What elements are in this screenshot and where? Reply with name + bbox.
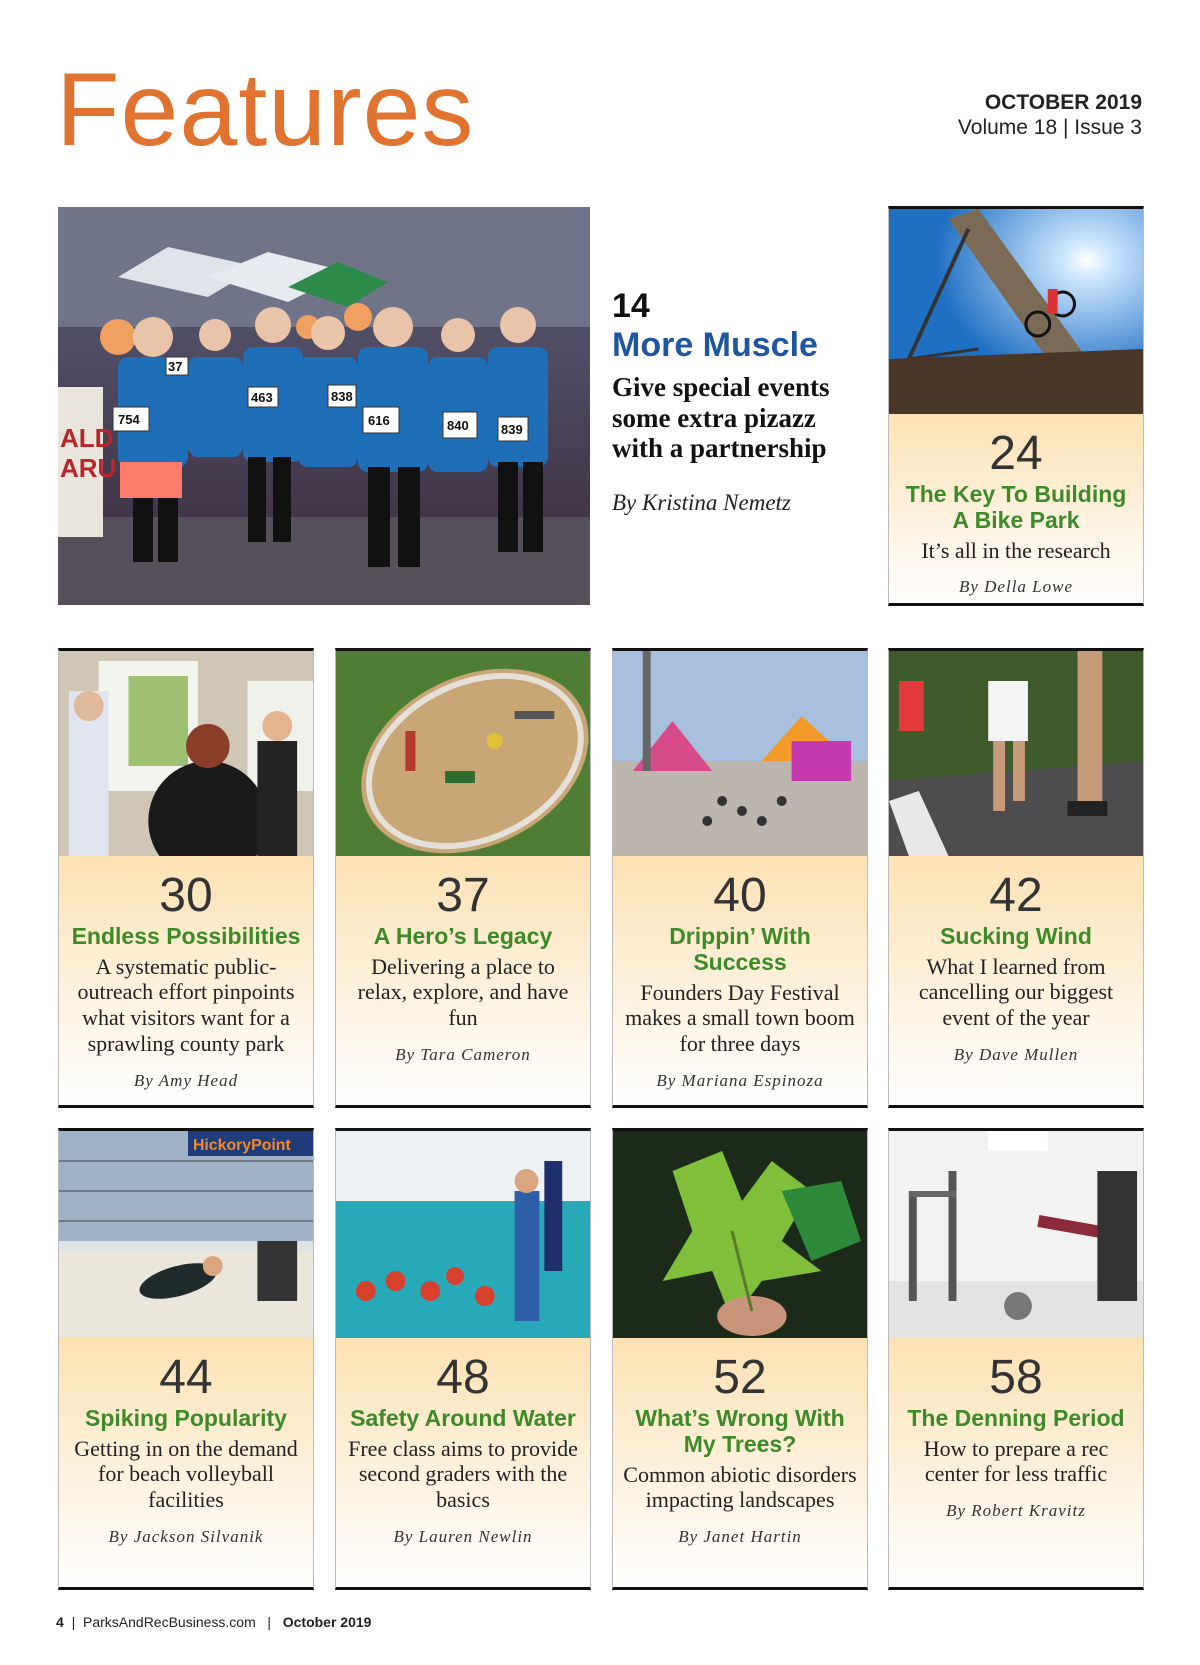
lead-title: More Muscle <box>612 326 818 365</box>
card-title: A Hero’s Legacy <box>373 923 553 949</box>
feature-card-drippin-with-success[interactable] <box>612 648 868 1108</box>
section-title: Features <box>56 52 475 168</box>
card-byline: By Lauren Newlin <box>393 1526 533 1546</box>
card-title: Endless Possibilities <box>71 923 301 949</box>
card-page-number: 44 <box>159 1351 213 1404</box>
bib-839: 839 <box>501 422 523 437</box>
card-dek: It’s all in the research <box>921 537 1111 563</box>
card-byline: By Janet Hartin <box>678 1526 802 1546</box>
lead-dek: Give special events some extra pizazz with a partnership <box>612 372 830 464</box>
card-byline: By Jackson Silvanik <box>108 1526 264 1546</box>
bib-463: 463 <box>251 390 273 405</box>
public-outreach-photo <box>59 651 313 856</box>
issue-volume: Volume 18 | Issue 3 <box>957 116 1142 140</box>
card-page-number: 42 <box>989 869 1043 922</box>
beach-volleyball-photo <box>59 1131 313 1338</box>
card-dek: Delivering a place to relax, explore, and have fun <box>357 953 569 1031</box>
feature-card-denning-period[interactable] <box>888 1128 1144 1590</box>
card-dek: Free class aims to provide second graders with the basics <box>348 1435 578 1513</box>
card-byline: By Mariana Espinoza <box>656 1070 824 1090</box>
lead-page-number: 14 <box>612 287 650 325</box>
card-dek: Founders Day Festival makes a small town boom for three days <box>625 979 855 1056</box>
footer-site[interactable]: ParksAndRecBusiness.com <box>83 1614 256 1630</box>
card-page-number: 30 <box>159 869 213 922</box>
feature-card-spiking-popularity[interactable] <box>58 1128 314 1590</box>
feature-card-sucking-wind[interactable] <box>888 648 1144 1108</box>
card-page-number: 58 <box>989 1351 1043 1404</box>
page-footer <box>56 1614 371 1630</box>
feature-card-heros-legacy[interactable] <box>335 648 591 1108</box>
gym-equipment-photo <box>889 1131 1143 1338</box>
footer-separator: | <box>67 1614 80 1630</box>
card-dek: How to prepare a rec center for less traffic <box>923 1435 1109 1487</box>
footer-separator: | <box>259 1614 279 1630</box>
card-page-number: 37 <box>436 869 490 922</box>
feature-card-bike-park[interactable] <box>888 206 1144 606</box>
svg-text:ARU: ARU <box>60 453 117 483</box>
bib-616: 616 <box>368 413 390 428</box>
footer-date: October 2019 <box>282 1614 372 1630</box>
card-title: What’s Wrong With My Trees? <box>635 1405 845 1457</box>
playground-aerial-photo <box>336 651 590 856</box>
card-title: Safety Around Water <box>350 1405 576 1431</box>
tree-leaves-photo <box>613 1131 867 1338</box>
card-byline: By Robert Kravitz <box>946 1501 1086 1521</box>
bike-park-photo <box>889 209 1143 414</box>
hickory-point-banner: HickoryPoint <box>192 1136 291 1155</box>
issue-info <box>958 90 1142 140</box>
card-title: Drippin’ With Success <box>669 923 811 975</box>
bib-838: 838 <box>331 389 353 404</box>
card-page-number: 40 <box>713 869 767 922</box>
swim-class-photo <box>336 1131 590 1338</box>
card-dek: Getting in on the demand for beach volleyball facilities <box>74 1435 298 1513</box>
card-byline: By Della Lowe <box>958 577 1074 597</box>
card-dek: Common abiotic disorders impacting landscapes <box>623 1461 857 1513</box>
card-title: The Denning Period <box>907 1405 1125 1431</box>
bib-754: 754 <box>118 412 140 427</box>
card-title: Sucking Wind <box>940 923 1092 949</box>
runners-photo <box>889 651 1143 856</box>
card-title: The Key To Building A Bike Park <box>905 481 1127 533</box>
feature-card-safety-around-water[interactable] <box>335 1128 591 1590</box>
bib-840: 840 <box>447 418 469 433</box>
card-dek: What I learned from cancelling our biggest event of the year <box>918 953 1114 1031</box>
card-title: Spiking Popularity <box>85 1405 287 1431</box>
card-page-number: 24 <box>989 427 1043 480</box>
card-page-number: 52 <box>713 1351 767 1404</box>
issue-month: OCTOBER 2019 <box>984 91 1142 114</box>
card-byline: By Tara Cameron <box>395 1044 531 1064</box>
lead-story[interactable] <box>612 288 852 516</box>
footer-page-number: 4 <box>56 1614 64 1630</box>
card-dek: A systematic public-outreach effort pinpoints what visitors want for a sprawling county park <box>77 953 295 1056</box>
lead-byline: By Kristina Nemetz <box>612 489 791 515</box>
bib-37: 37 <box>168 359 183 374</box>
feature-card-endless-possibilities[interactable] <box>58 648 314 1108</box>
card-byline: By Dave Mullen <box>953 1044 1079 1064</box>
sign-text: ALD <box>60 423 114 453</box>
card-byline: By Amy Head <box>133 1070 239 1090</box>
festival-photo <box>613 651 867 856</box>
card-page-number: 48 <box>436 1351 490 1404</box>
feature-card-whats-wrong-with-my-trees[interactable] <box>612 1128 868 1590</box>
lead-photo-kids-race[interactable] <box>58 207 590 605</box>
